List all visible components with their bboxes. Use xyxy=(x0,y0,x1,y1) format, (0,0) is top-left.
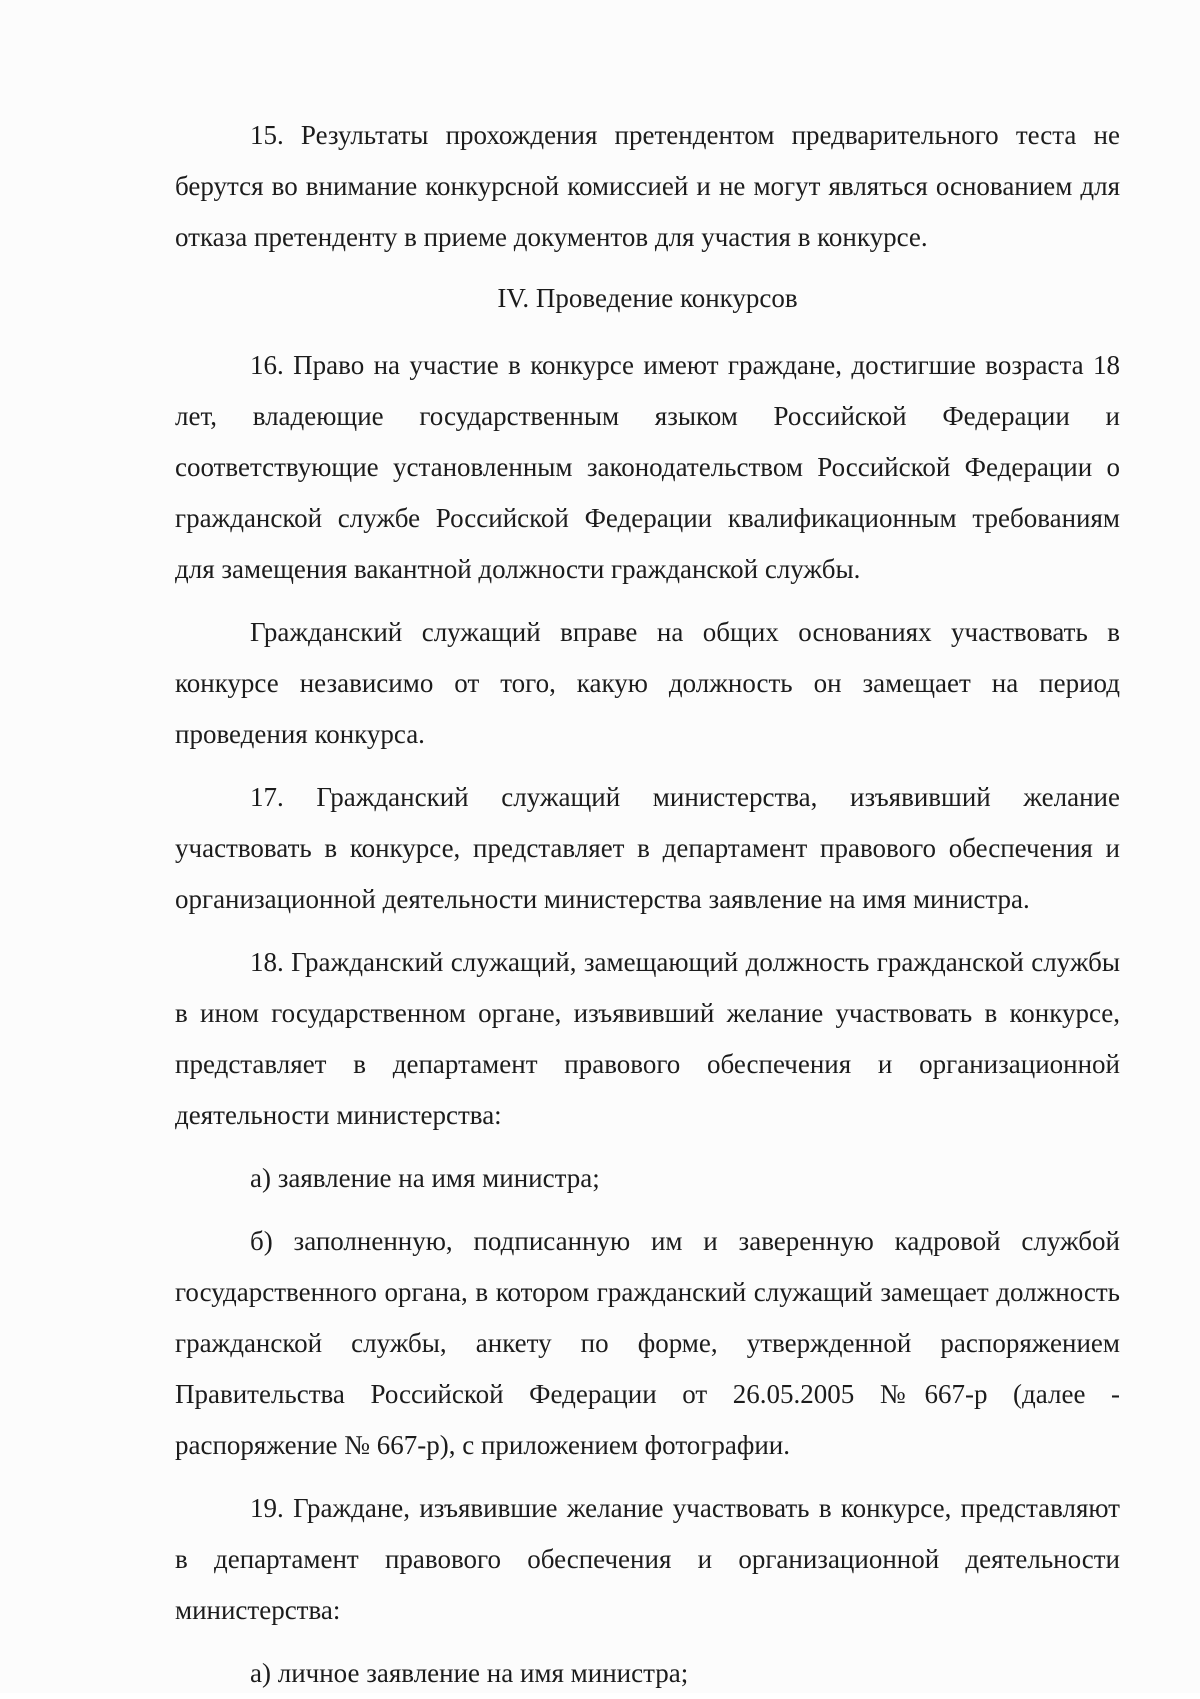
section-heading-block xyxy=(175,273,1120,324)
paragraph-18-item-b: б) заполненную, подписанную им и заверенную кадровой службой государственного органа, в котором гражданский служащий замещает должность гражданской службы, анкету по форме, утвержденной распоряжением Правительства Российской Федерации от 26.05.2005 №667-р (далее - распоряжение № 667-р), с приложением фотографии. xyxy=(175,1226,1120,1460)
paragraph-19: 19. Граждане, изъявившие желание участвовать в конкурсе, представляют в департамент правового обеспечения и организационной деятельности министерства: xyxy=(175,1493,1120,1625)
paragraph-15: 15. Результаты прохождения претендентом предварительного теста не берутся во внимание конкурсной комиссией и не могут являться основанием для отказа претенденту в приеме документов для участия в конкурсе. xyxy=(175,120,1120,252)
paragraph-16-continuation: Гражданский служащий вправе на общих основаниях участвовать в конкурсе независимо от того, какую должность он замещает на период проведения конкурса. xyxy=(175,617,1120,749)
paragraph-block-1 xyxy=(175,110,1120,263)
section-heading: IV. Проведение конкурсов xyxy=(497,283,798,313)
paragraph-16: 16. Право на участие в конкурсе имеют граждане, достигшие возраста 18 лет, владеющие государственным языком Российской Федерации и соответствующие установленным законодательством Российской Федерации о гражданской службе Российской Федерации квалификационным требованиям для замещения вакантной должности гражданской службы. xyxy=(175,350,1120,584)
paragraph-17: 17. Гражданский служащий министерства, изъявивший желание участвовать в конкурсе, представляет в департамент правового обеспечения и организационной деятельности министерства заявление на имя министра. xyxy=(175,782,1120,914)
paragraph-19-item-a: а) личное заявление на имя министра; xyxy=(250,1658,689,1688)
paragraph-18: 18. Гражданский служащий, замещающий должность гражданской службы в ином государственном органе, изъявивший желание участвовать в конкурсе, представляет в департамент правового обеспечения и организационной деятельности министерства: xyxy=(175,947,1120,1130)
paragraph-block-2 xyxy=(175,340,1120,1699)
paragraph-18-item-a: а) заявление на имя министра; xyxy=(250,1163,600,1193)
